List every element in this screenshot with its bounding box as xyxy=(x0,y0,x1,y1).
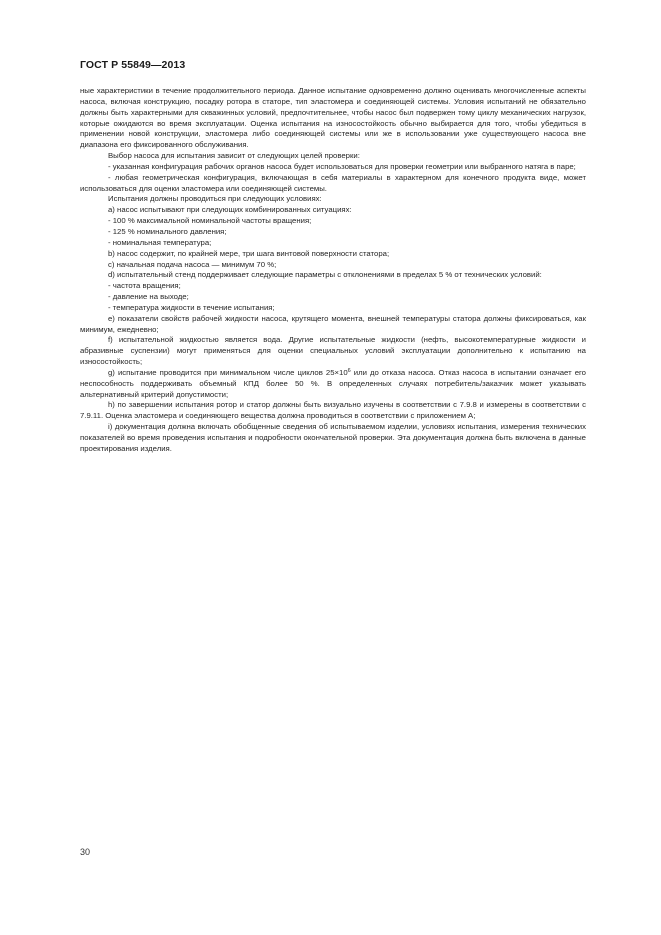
document-header: ГОСТ Р 55849—2013 xyxy=(80,59,186,71)
page-number: 30 xyxy=(80,847,91,857)
list-item-g-text-after: или до отказа насоса. Отказ насоса в испытании означает его неспособность поддерживать объемный КПД более 50 %. В определенных случаях потребитель/заказчик может указывать альтернативный критерий допустимости; xyxy=(80,367,586,399)
paragraph-conditions-intro: Испытания должны проводиться при следующих условиях: xyxy=(108,194,322,204)
list-item-i: i) документация должна включать обобщенные сведения об испытываемом изделии, условиях испытания, измерения технических показателей во время проведения испытания и подробности окончательной проверки. Эта документация должна быть включена в данные проектирования изделия. xyxy=(80,422,586,453)
list-item-f: f) испытательной жидкостью является вода. Другие испытательные жидкости (нефть, высокотемпературные жидкости и абразивные суспензии) могут применяться для оценки специальных условий эксплуатации дополнительно к испытанию на износостойкость; xyxy=(80,335,586,367)
list-item-dash: - указанная конфигурация рабочих органов насоса будет использоваться для проверки геометрии или выбранного натяга в паре; xyxy=(108,161,576,171)
list-item-dash: - температура жидкости в течение испытания; xyxy=(108,302,275,312)
list-item-h: h) по завершении испытания ротор и статор должны быть визуально изучены в соответствии с 7.9.8 и измерены в соответствии с 7.9.11. Оценка эластомера и соединяющего вещества должна проводиться в соответствии с приложением А; xyxy=(80,400,586,421)
list-item-dash: - номинальная температура; xyxy=(108,237,212,247)
list-item-c: c) начальная подача насоса — минимум 70 %; xyxy=(108,259,277,269)
list-item-dash: - 100 % максимальной номинальной частоты вращения; xyxy=(108,216,312,226)
list-item-dash: - любая геометрическая конфигурация, включающая в себя материалы в характерном для конечного продукта виде, может использоваться для оценки эластомера или соединяющей системы. xyxy=(80,172,586,193)
list-item-a: а) насос испытывают при следующих комбинированных ситуациях: xyxy=(108,205,352,215)
list-item-b: b) насос содержит, по крайней мере, три шага винтовой поверхности статора; xyxy=(108,248,390,258)
paragraph-selection-intro: Выбор насоса для испытания зависит от следующих целей проверки: xyxy=(108,151,360,161)
paragraph-continuation: ные характеристики в течение продолжительного периода. Данное испытание одновременно должно оценивать многочисленные аспекты насоса, включая конструкцию, посадку ротора в статоре, тип эластомера и соединяющей системы. Условия испытаний не обязательно должны быть характерными для скважинных условий, предпочтительнее, чтобы насос был подвержен тому циклу механических нагрузок, которые ожидаются во время эксплуатации. Оценка испытания на износостойкость обычно выбирается для того, чтобы убедиться в применении новой конструкции, эластомера либо соединяющей системы или же в использовании уже существующего насоса вне диапазона его фиксированного обслуживания. xyxy=(80,86,586,150)
document-body xyxy=(80,86,586,455)
list-item-d: d) испытательный стенд поддерживает следующие параметры с отклонениями в пределах 5 % от технических условий: xyxy=(108,270,542,280)
exponent: 6 xyxy=(347,367,351,374)
list-item-e: е) показатели свойств рабочей жидкости насоса, крутящего момента, внешней температуры статора должны фиксироваться, как минимум, ежедневно; xyxy=(80,313,586,334)
list-item-dash: - 125 % номинального давления; xyxy=(108,226,227,236)
list-item-dash: - давление на выходе; xyxy=(108,292,189,302)
list-item-g xyxy=(80,368,586,401)
list-item-g-text-before: g) испытание проводится при минимальном числе циклов 25×10 xyxy=(108,367,348,377)
list-item-dash: - частота вращения; xyxy=(108,281,181,291)
